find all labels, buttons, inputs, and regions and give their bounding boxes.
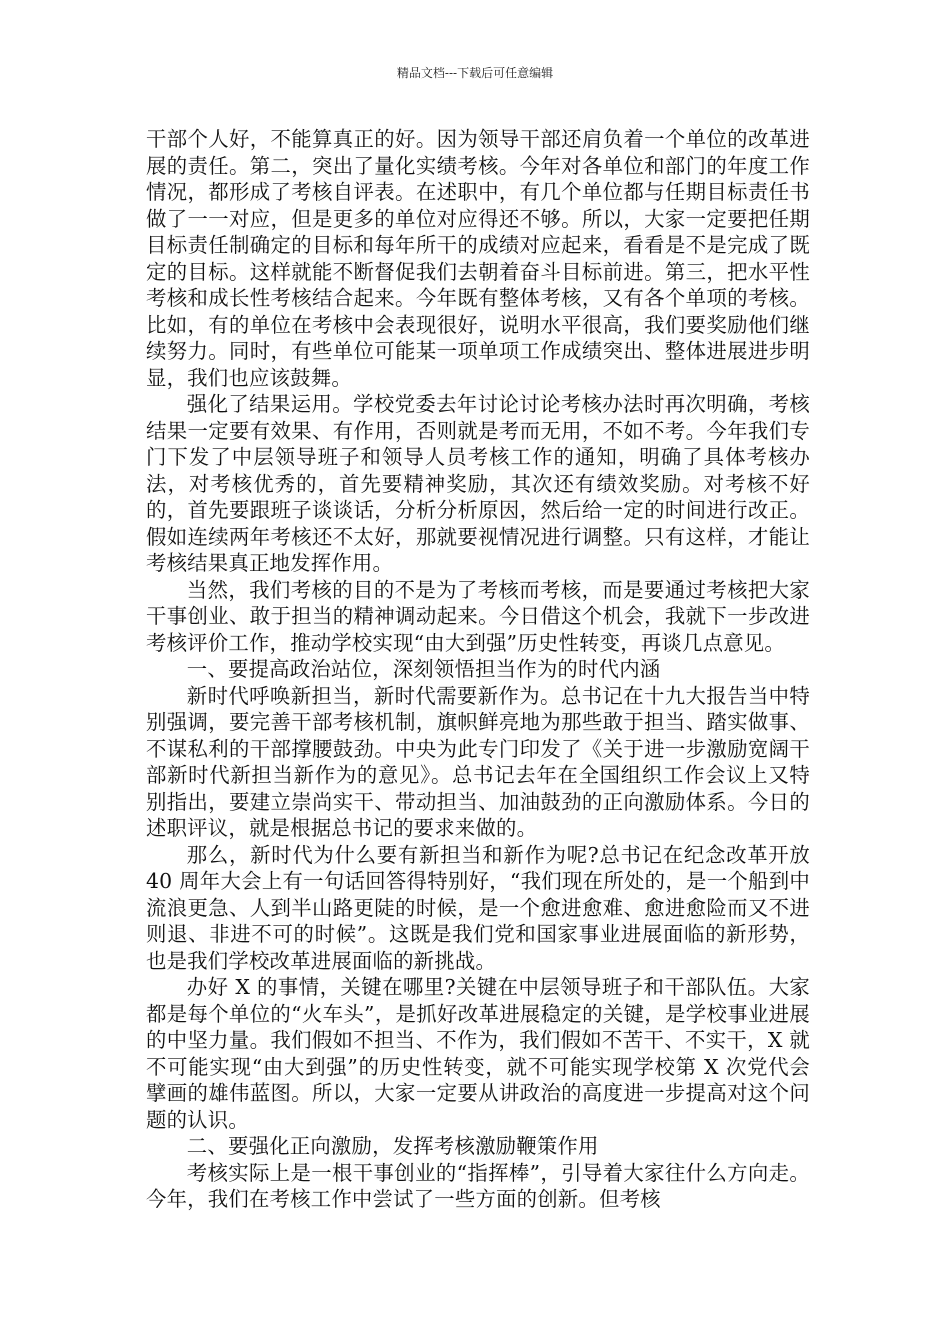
section-heading-1: 一、要提高政治站位，深刻领悟担当作为的时代内涵 (186, 657, 661, 681)
paragraph-3: 当然，我们考核的目的不是为了考核而考核，而是要通过考核把大家干事创业、敢于担当的精神调动起来。今日借这个机会，我就下一步改进考核评价工作，推动学校实现“由大到强”历史性转变，再谈几点意见。 (146, 577, 810, 655)
paragraph-1: 干部个人好，不能算真正的好。因为领导干部还肩负着一个单位的改革进展的责任。第二，突出了量化实绩考核。今年对各单位和部门的年度工作情况，都形成了考核自评表。在述职中，有几个单位都与任期目标责任书做了一一对应，但是更多的单位对应得还不够。所以，大家一定要把任期目标责任制确定的目标和每年所干的成绩对应起来，看看是不是完成了既定的目标。这样就能不断督促我们去朝着奋斗目标前进。第三，把水平性考核和成长性考核结合起来。今年既有整体考核，又有各个单项的考核。比如，有的单位在考核中会表现很好，说明水平很高，我们要奖励他们继续努力。同时，有些单位可能某一项单项工作成绩突出、整体进展进步明显，我们也应该鼓舞。 (146, 127, 810, 390)
paragraph-6: 办好 X 的事情，关键在哪里?关键在中层领导班子和干部队伍。大家都是每个单位的“火车头”，是抓好改革进展稳定的关键，是学校事业进展的中坚力量。我们假如不担当、不作为，我们假如不苦干、不实干，X 就不可能实现“由大到强”的历史性转变，就不可能实现学校第 X 次党代会擘画的雄伟蓝图。所以，大家一定要从讲政治的高度进一步提高对这个问题的认识。 (146, 975, 810, 1132)
paragraph-2: 强化了结果运用。学校党委去年讨论讨论考核办法时再次明确，考核结果一定要有效果、有作用，否则就是考而无用，不如不考。今年我们专门下发了中层领导班子和领导人员考核工作的通知，明确了具体考核办法，对考核优秀的，首先要精神奖励，其次还有绩效奖励。对考核不好的，首先要跟班子谈谈话，分析分析原因，然后给一定的时间进行改正。假如连续两年考核还不太好，那就要视情况进行调整。只有这样，才能让考核结果真正地发挥作用。 (146, 392, 810, 575)
paragraph-7: 考核实际上是一根干事创业的“指挥棒”，引导着大家往什么方向走。今年，我们在考核工作中尝试了一些方面的创新。但考核 (146, 1160, 810, 1211)
paragraph-5: 那么，新时代为什么要有新担当和新作为呢?总书记在纪念改革开放 40 周年大会上有一句话回答得特别好，“我们现在所处的，是一个船到中流浪更急、人到半山路更陡的时候，是一个愈进愈难、愈进愈险而又不进则退、非进不可的时候”。这既是我们党和国家事业进展面临的新形势，也是我们学校改革进展面临的新挑战。 (146, 842, 810, 973)
page-header: 精品文档---下载后可任意编辑 (396, 66, 554, 80)
document-body (146, 126, 810, 1213)
section-heading-2: 二、要强化正向激励，发挥考核激励鞭策作用 (186, 1134, 599, 1158)
paragraph-4: 新时代呼唤新担当，新时代需要新作为。总书记在十九大报告当中特别强调，要完善干部考核机制，旗帜鲜亮地为那些敢于担当、踏实做事、不谋私利的干部撑腰鼓劲。中央为此专门印发了《关于进一步激励宽阔干部新时代新担当新作为的意见》。总书记去年在全国组织工作会议上又特别指出，要建立崇尚实干、带动担当、加油鼓劲的正向激励体系。今日的述职评议，就是根据总书记的要求来做的。 (146, 683, 810, 840)
